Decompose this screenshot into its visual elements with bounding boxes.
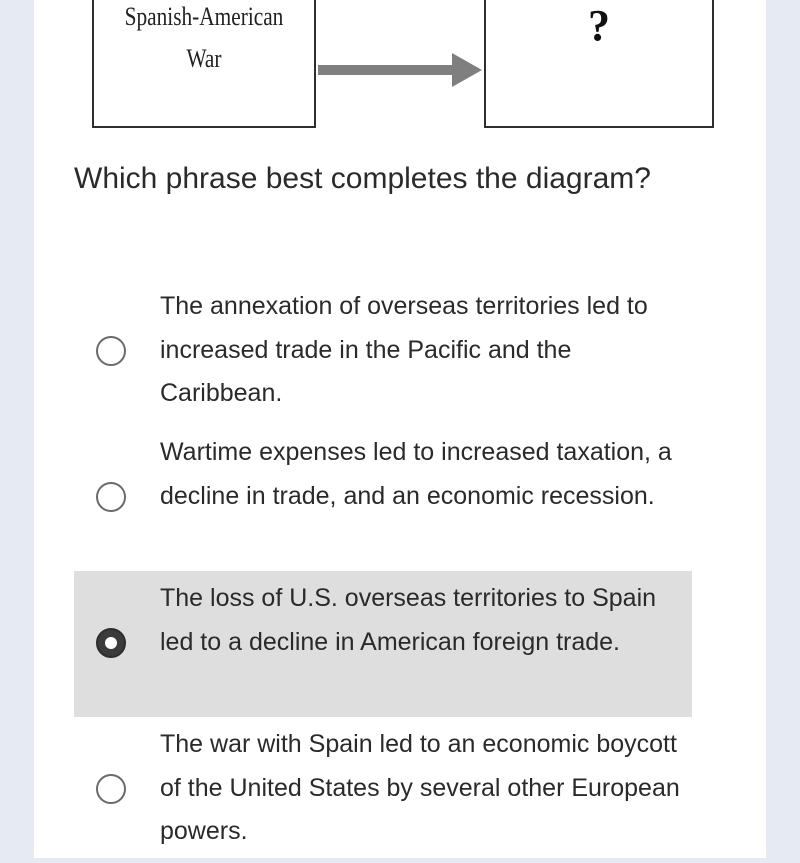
answer-option-2[interactable] [74,425,692,571]
answer-option-4[interactable] [74,717,692,863]
radio-button-icon[interactable] [96,482,126,512]
answer-option-text: Wartime expenses led to increased taxation, a decline in trade, and an economic recession. [160,438,672,510]
effect-placeholder: ? [588,1,610,50]
radio-button-icon[interactable] [96,774,126,804]
answer-option-1[interactable] [74,279,692,425]
answer-option-3[interactable] [74,571,692,717]
answer-option-text: The war with Spain led to an economic boycott of the United States by several other European powers. [160,730,680,845]
cause-label-line2: War [186,44,222,73]
right-arrow-icon [316,50,484,90]
cause-box [92,0,316,128]
question-card [34,0,766,858]
radio-button-selected-icon[interactable] [96,628,126,658]
effect-box [484,0,714,128]
answer-option-text: The loss of U.S. overseas territories to Spain led to a decline in American foreign trade. [160,584,657,656]
answer-options [74,279,692,863]
cause-label-line1: Spanish-American [124,2,284,31]
radio-button-icon[interactable] [96,336,126,366]
question-text: Which phrase best completes the diagram? [74,162,651,195]
cause-effect-diagram [34,0,766,140]
answer-option-text: The annexation of overseas territories led to increased trade in the Pacific and the Caribbean. [160,292,648,407]
